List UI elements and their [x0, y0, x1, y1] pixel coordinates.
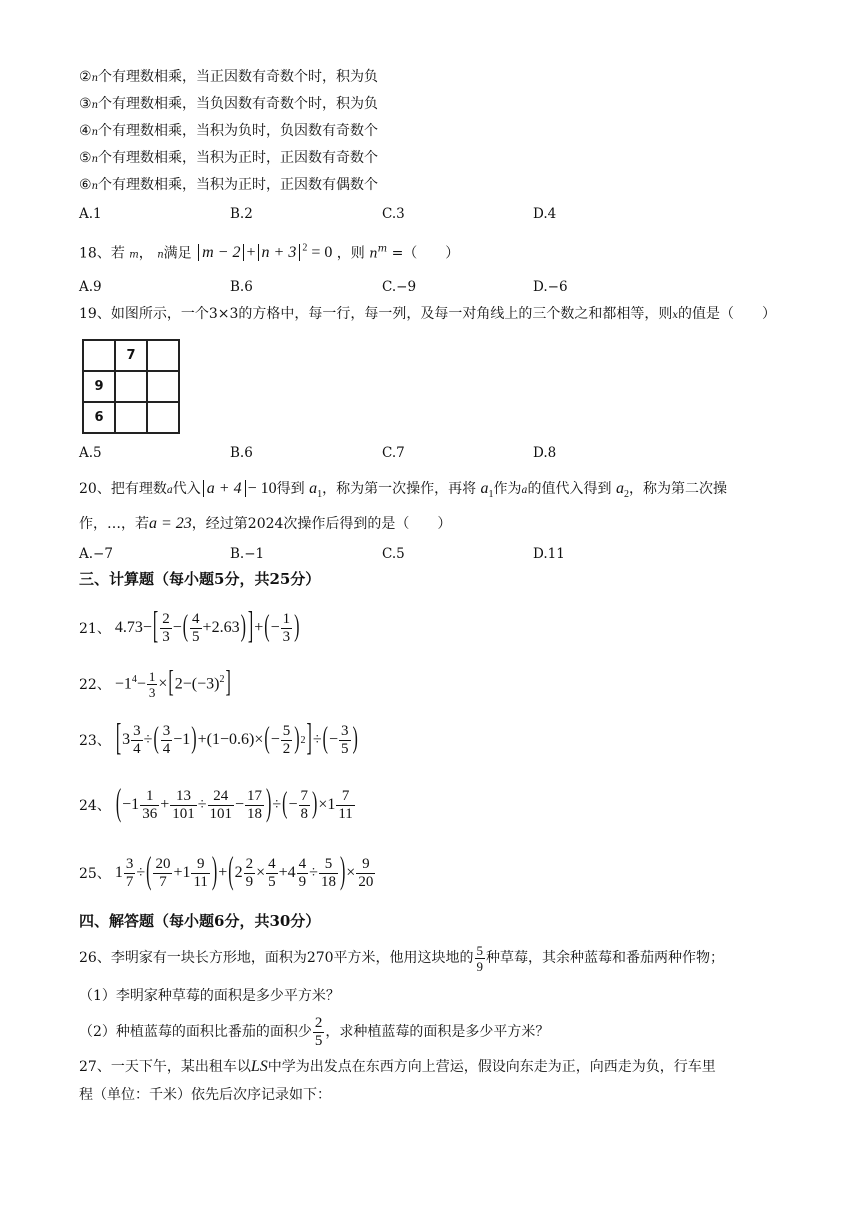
q18-option-c: C.−9 — [382, 279, 417, 295]
magic-square-grid — [82, 339, 180, 434]
q18-option-d: D.−6 — [533, 279, 568, 295]
grid-cell — [147, 340, 179, 371]
q20-option-a: A.−7 — [79, 546, 113, 562]
grid-cell — [115, 402, 147, 433]
question-26-part-1: （1）李明家种草莓的面积是多少平方米？ — [79, 988, 340, 1004]
question-18: 18、若 m， n满足 m − 2 + n + 3 $^2$ = 0 ，则 $n^m$ =（ ） — [79, 243, 460, 262]
q20-option-c: C.5 — [382, 546, 405, 562]
grid-cell: 7 — [115, 340, 147, 371]
calc-22: 22、 $-1^4-$ $\frac{1}{3}$ × [ $2-(-3)^2$ ] — [79, 666, 231, 700]
q20-option-d: D.11 — [533, 546, 565, 562]
grid-cell — [147, 402, 179, 433]
q19-option-d: D.8 — [533, 445, 557, 461]
q17-option-d: D.4 — [533, 206, 557, 222]
grid-cell — [147, 371, 179, 402]
statement-4: ④n个有理数相乘，当积为负时，负因数有奇数个 — [79, 123, 379, 139]
q19-option-a: A.5 — [79, 445, 102, 461]
q17-option-b: B.2 — [230, 206, 253, 222]
calc-21: 21、 4.73− [ $\frac{2}{3}$ − ( $\frac{4}{5}$ +2.63 ) ] + ( − $\frac{1}{3}$ ) — [79, 606, 300, 648]
q19-option-c: C.7 — [382, 445, 405, 461]
question-20-line1: 20、把有理数a代入 a + 4 − 10得到 $a_1$，称为第一次操作，再将 $a_1$作为a的值代入得到 $a_2$，称为第二次操 — [79, 480, 727, 501]
question-19: 19、如图所示，一个3×3的方格中，每一行，每一列，及每一对角线上的三个数之和都相等，则x的值是（ ） — [79, 306, 776, 322]
question-27-line1: 27、一天下午，某出租车以LS中学为出发点在东西方向上营运，假设向东走为正，向西走为负，行车里 — [79, 1058, 716, 1075]
calc-25: 25、 1 $\frac{3}{7}$ ÷ ( $\frac{20}{7}$ +1 $\frac{9}{11}$ ) + ( 2 $\frac{2}{9}$ × $\frac{4}{5}$ +4 $\frac{4}{9}$ ÷ $\frac{5}{18}$ ) × $\frac{9}{20}$ — [79, 851, 374, 893]
statement-3: ③n个有理数相乘，当负因数有奇数个时，积为负 — [79, 96, 379, 112]
question-27-line2: 程（单位：千米）依先后次序记录如下： — [79, 1087, 331, 1103]
statement-5: ⑤n个有理数相乘，当积为正时，正因数有奇数个 — [79, 150, 379, 166]
q17-option-c: C.3 — [382, 206, 405, 222]
question-26-part-2: （2）种植蓝莓的面积比番茄的面积少 $\frac{2}{5}$ ，求种植蓝莓的面积是多少平方米？ — [79, 1014, 550, 1049]
statement-2: ②n个有理数相乘，当正因数有奇数个时，积为负 — [79, 69, 379, 85]
question-26: 26、李明家有一块长方形地，面积为270平方米，他用这块地的 $\frac{5}{9}$ 种草莓，其余种蓝莓和番茄两种作物； — [79, 942, 725, 974]
calc-24: 24、 ( −1 $\frac{1}{36}$ + $\frac{13}{101}$ ÷ $\frac{24}{101}$ − $\frac{17}{18}$ ) ÷ ( − $\frac{7}{8}$ ) ×1 $\frac{7}{11}$ — [79, 783, 353, 825]
grid-cell — [115, 371, 147, 402]
q18-option-b: B.6 — [230, 279, 253, 295]
section-4-heading: 四、解答题（每小题6分，共30分） — [79, 912, 321, 930]
statement-6: ⑥n个有理数相乘，当积为正时，正因数有偶数个 — [79, 177, 379, 193]
q17-option-a: A.1 — [79, 206, 102, 222]
calc-23: 23、 [ 3 $\frac{3}{4}$ ÷ ( $\frac{3}{4}$ −1 ) +(1−0.6)× ( − $\frac{5}{2}$ ) 2 ] ÷ ( − $\frac{3}{5}$ ) — [79, 718, 358, 760]
grid-cell: 6 — [83, 402, 115, 433]
grid-cell — [83, 340, 115, 371]
q20-option-b: B.−1 — [230, 546, 265, 562]
section-3-heading: 三、计算题（每小题5分，共25分） — [79, 570, 321, 588]
q18-option-a: A.9 — [79, 279, 102, 295]
question-20-line2: 作，…，若a = 23，经过第2024次操作后得到的是（ ） — [79, 515, 452, 532]
grid-cell: 9 — [83, 371, 115, 402]
q19-option-b: B.6 — [230, 445, 253, 461]
